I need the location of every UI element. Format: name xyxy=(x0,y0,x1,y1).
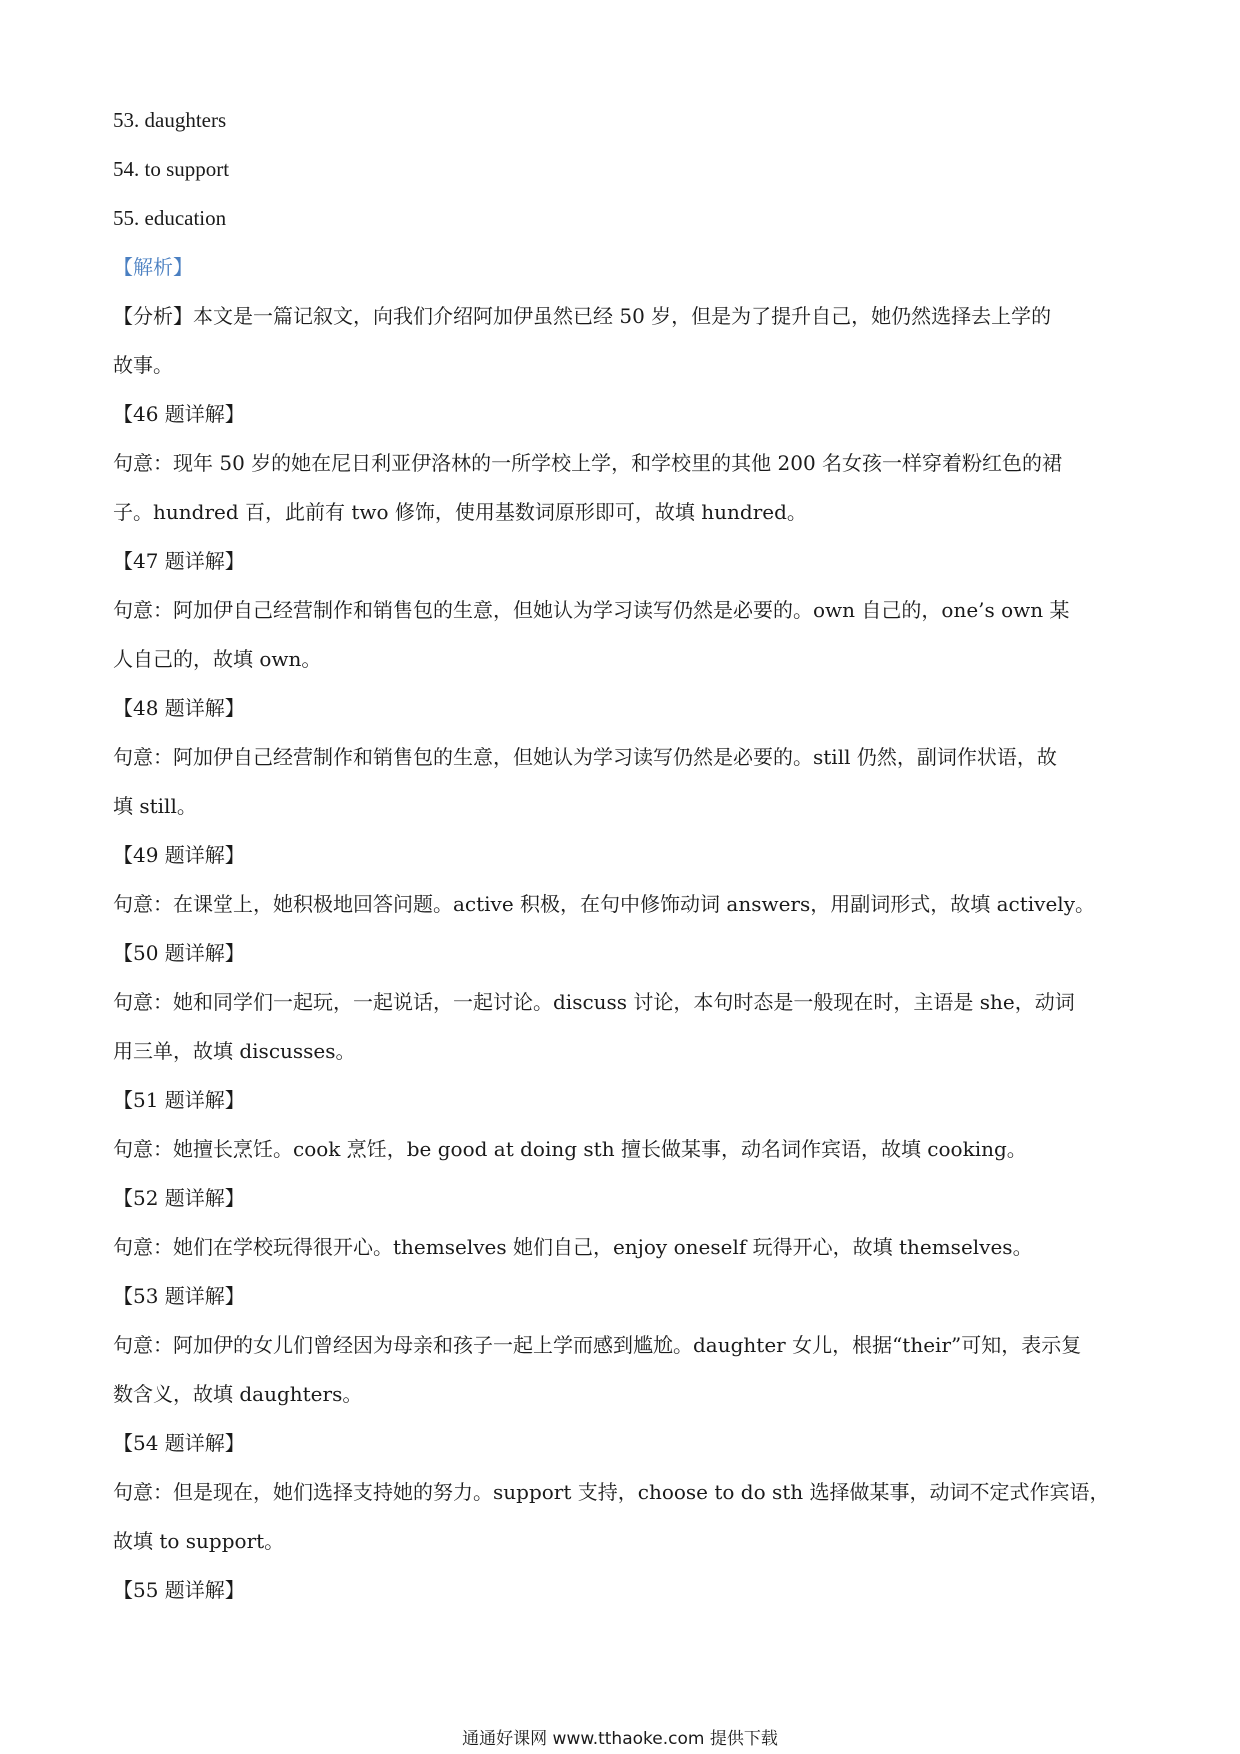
detail-heading-46: 【46 题详解】 xyxy=(113,402,245,426)
detail-line: 句意：但是现在，她们选择支持她的努力。support 支持，choose to do sth 选择做某事，动词不定式作宾语， xyxy=(113,1480,1110,1504)
detail-heading-54: 【54 题详解】 xyxy=(113,1431,245,1455)
page-footer: 通通好课网 www.tthaoke.com 提供下载 xyxy=(462,1729,778,1749)
detail-heading-55: 【55 题详解】 xyxy=(113,1578,245,1602)
answer-54: 54. to support xyxy=(113,157,230,181)
section-label-analysis: 【解析】 xyxy=(113,255,193,279)
detail-line: 用三单，故填 discusses。 xyxy=(113,1039,356,1063)
answer-55: 55. education xyxy=(113,206,227,230)
detail-line: 句意：现年 50 岁的她在尼日利亚伊洛林的一所学校上学，和学校里的其他 200 名女孩一样穿着粉红色的裙 xyxy=(113,451,1063,475)
detail-line: 填 still。 xyxy=(113,794,197,818)
detail-heading-53: 【53 题详解】 xyxy=(113,1284,245,1308)
detail-heading-50: 【50 题详解】 xyxy=(113,941,245,965)
detail-line: 句意：她和同学们一起玩，一起说话，一起讨论。discuss 讨论，本句时态是一般现在时，主语是 she，动词 xyxy=(113,990,1075,1014)
detail-line: 句意：她们在学校玩得很开心。themselves 她们自己，enjoy oneself 玩得开心，故填 themselves。 xyxy=(113,1235,1033,1259)
detail-heading-51: 【51 题详解】 xyxy=(113,1088,245,1112)
analysis-line-1: 【分析】本文是一篇记叙文，向我们介绍阿加伊虽然已经 50 岁，但是为了提升自己，她仍然选择去上学的 xyxy=(113,304,1052,328)
detail-line: 句意：阿加伊的女儿们曾经因为母亲和孩子一起上学而感到尴尬。daughter 女儿，根据“their”可知，表示复 xyxy=(113,1333,1082,1357)
answer-53: 53. daughters xyxy=(113,108,227,132)
detail-line: 句意：阿加伊自己经营制作和销售包的生意，但她认为学习读写仍然是必要的。still 仍然，副词作状语，故 xyxy=(113,745,1057,769)
detail-heading-48: 【48 题详解】 xyxy=(113,696,245,720)
detail-heading-49: 【49 题详解】 xyxy=(113,843,245,867)
detail-line: 数含义，故填 daughters。 xyxy=(113,1382,363,1406)
detail-line: 句意：她擅长烹饪。cook 烹饪，be good at doing sth 擅长做某事，动名词作宾语，故填 cooking。 xyxy=(113,1137,1027,1161)
detail-line: 句意：在课堂上，她积极地回答问题。active 积极，在句中修饰动词 answers，用副词形式，故填 actively。 xyxy=(113,892,1096,916)
detail-line: 人自己的，故填 own。 xyxy=(113,647,322,671)
detail-line: 句意：阿加伊自己经营制作和销售包的生意，但她认为学习读写仍然是必要的。own 自己的，one’s own 某 xyxy=(113,598,1070,622)
detail-heading-52: 【52 题详解】 xyxy=(113,1186,245,1210)
analysis-line-2: 故事。 xyxy=(113,353,173,377)
detail-line: 子。hundred 百，此前有 two 修饰，使用基数词原形即可，故填 hundred。 xyxy=(113,500,807,524)
detail-heading-47: 【47 题详解】 xyxy=(113,549,245,573)
detail-line: 故填 to support。 xyxy=(113,1529,285,1553)
